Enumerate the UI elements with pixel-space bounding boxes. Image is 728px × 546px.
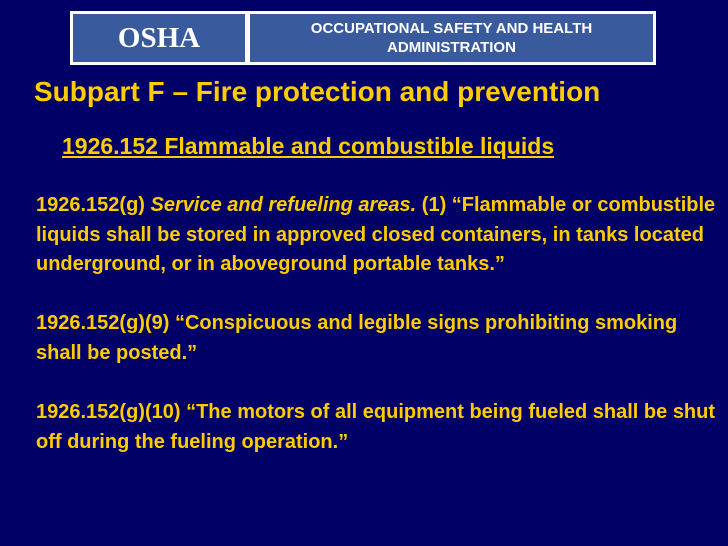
regulation-ref: 1926.152(g)(10) <box>36 401 181 424</box>
agency-name-box <box>250 14 653 62</box>
regulation-ref: 1926.152(g) <box>36 194 145 216</box>
regulation-text: “Conspicuous and legible signs prohibiting smoking shall be posted.” <box>36 312 678 364</box>
regulation-text: “The motors of all equipment being fueled shall be shut off during the fueling operation.” <box>36 401 716 453</box>
regulation-heading: Service and refueling areas. <box>150 194 417 216</box>
regulation-paragraph <box>36 191 716 280</box>
osha-acronym: OSHA <box>117 21 201 54</box>
agency-name: OCCUPATIONAL SAFETY AND HEALTH ADMINISTRATION <box>310 20 593 56</box>
regulation-text: (1) “Flammable or combustible liquids shall be stored in approved closed containers, in tanks located underground, or in aboveground portable tanks.” <box>36 194 716 276</box>
section-title: 1926.152 Flammable and combustible liquids <box>62 133 555 159</box>
regulation-paragraph <box>36 398 716 457</box>
regulation-paragraph <box>36 309 716 368</box>
osha-label-box <box>73 14 245 62</box>
regulation-ref: 1926.152(g)(9) <box>36 312 170 335</box>
regulation-body <box>36 191 716 457</box>
page-title: Subpart F – Fire protection and prevention <box>34 76 601 107</box>
